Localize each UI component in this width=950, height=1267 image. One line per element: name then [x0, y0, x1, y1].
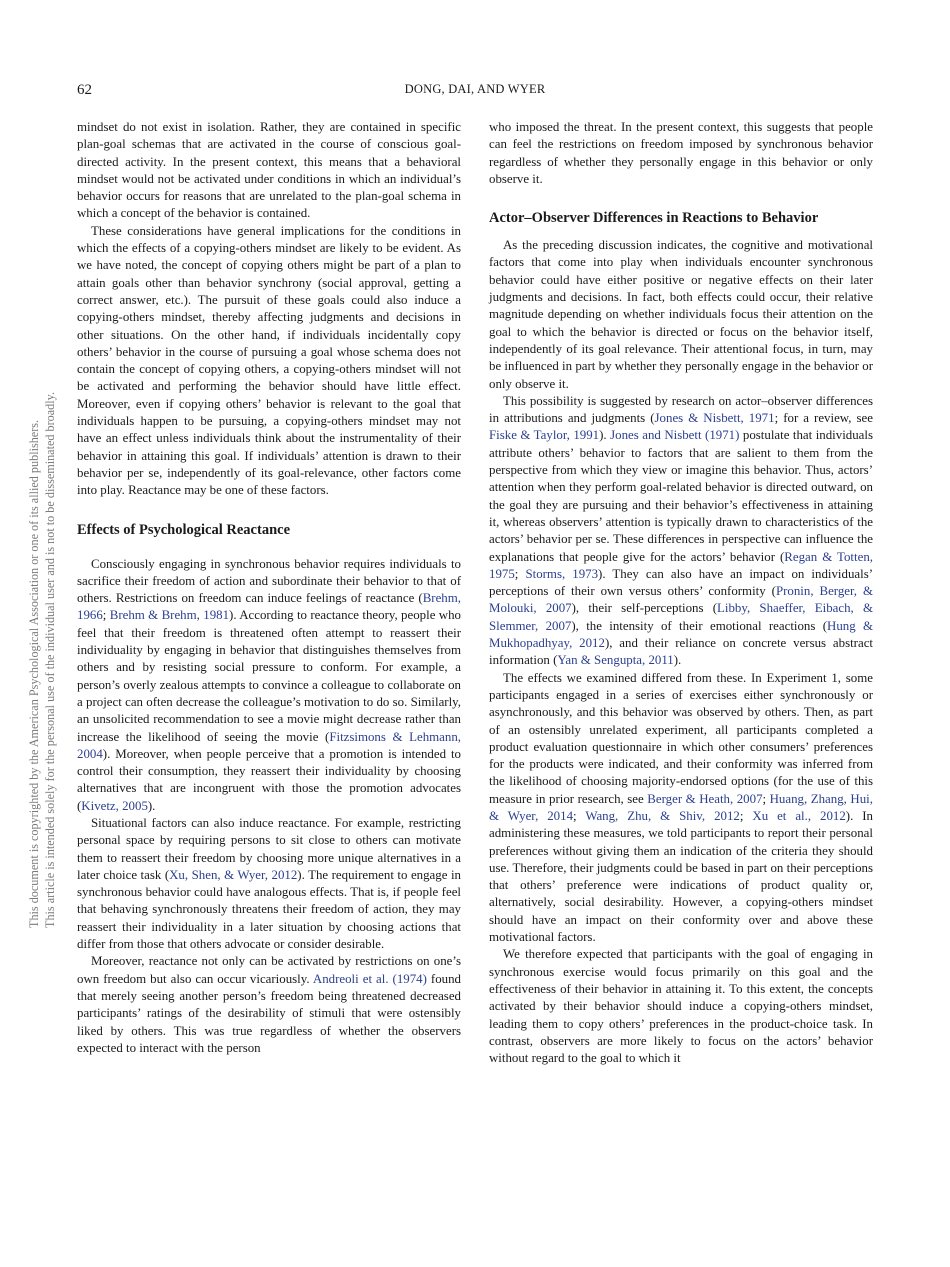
paragraph: These considerations have general implications for the conditions in which the effects of a copying-others mindset are likely to be evident. As we have noted, the concept of copying others might be part of a plan to attain goals other than behavior synchrony (social approval, getting a correct answer, etc.). The pursuit of these goals could also induce a copying-others mindset, thereby affecting judgments and decisions in other situations. On the other hand, if individuals incidentally copy others’ behavior in the course of pursuing a goal whose schema does not contain the concept of copying others, a copying-others mindset will not be activated and performing the behavior should have little effect. Moreover, even if copying others’ behavior is relevant to the goal that individuals happen to be pursuing, a copying-others mindset may not have an effect unless individuals think about the instrumentality of their behavior in attaining this goal. If individuals’ attention is drawn to their behavior per se, independently of its goal-relevance, other factors come into play. Reactance may be one of these factors. — [77, 223, 461, 498]
paragraph: As the preceding discussion indicates, the cognitive and motivational factors that come into play when individuals encounter synchronous behavior could have either positive or negative effects on their later judgments and decisions. In fact, both effects could occur, their relative magnitude depending on whether individuals focus their attention on the goal to which the behavior is directed or focus on the behavior itself, independently of its goal relevance. Their attentional focus, in turn, may be influenced in part by whether they personally engage in the behavior or only observe it. — [489, 238, 873, 391]
citation-link[interactable]: Wang, Zhu, & Shiv, 2012 — [585, 808, 740, 823]
citation-link[interactable]: Andreoli et al. (1974) — [312, 971, 427, 986]
left-column — [77, 119, 461, 1057]
citation-link[interactable]: Brehm, 1966 — [77, 591, 461, 623]
citation-link[interactable]: Libby, Shaeffer, Eibach, & Slemmer, 2007 — [489, 601, 873, 633]
paragraph: This possibility is suggested by research on actor–observer differences in attributions and judgments (Jones & Nisbett, 1971; for a review, see Fiske & Taylor, 1991). Jones and Nisbett (1971) postulate that individuals attribute others’ behavior to factors that are salient to them from the perspective from which they view or imagine this behavior. Thus, actors’ attention when they perform goal-related behavior is directed outward, on the goal they are pursuing and their behavior’s effectiveness in attaining it, whereas observers’ attention is typically drawn to characteristics of the actors’ behavior per se. These differences in perspective can influence the explanations that people give for the actors’ behavior (Regan & Totten, 1975; Storms, 1973). They can also have an impact on individuals’ perceptions of their own versus others’ conformity (Pronin, Berger, & Molouki, 2007), their self-perceptions (Libby, Shaeffer, Eibach, & Slemmer, 2007), the intensity of their emotional reactions (Hung & Mukhopadhyay, 2012), and their reliance on concrete versus abstract information (Yan & Sengupta, 2011). — [489, 393, 874, 668]
right-column — [489, 119, 873, 1067]
citation-link[interactable]: Fiske & Taylor, 1991 — [489, 428, 600, 443]
paragraph: mindset do not exist in isolation. Rather, they are contained in specific plan-goal schemas that are activated in the course of conscious goal-directed activity. In the present context, this means that a behavioral mindset would not be activated under conditions in which an individual’s behavior occurs for reasons that are unrelated to the plan-goal schema in which a concept of the behavior is contained. — [77, 120, 461, 221]
paragraph: Moreover, reactance not only can be activated by restrictions on one’s own freedom but also can occur vicariously. Andreoli et al. (1974) found that merely seeing another person’s freedom being threatened decreased participants’ ratings of the desirability of stimuli that were ostensibly liked by others. This was true regardless of whether the observers expected to interact with the person — [77, 954, 461, 1055]
copyright-watermark — [26, 128, 57, 928]
citation-link[interactable]: Yan & Sengupta, 2011 — [557, 653, 674, 668]
paragraph: Situational factors can also induce reactance. For example, restricting personal space by requiring persons to sit close to others can motivate them to reassert their freedom by choosing more unique alternatives in a later choice task (Xu, Shen, & Wyer, 2012). The requirement to engage in synchronous behavior could have analogous effects. That is, if people feel that behaving synchronously threatens their freedom of action, they may reassert their individuality in a later situation by choosing actions that differ from those that others advocate or consider desirable. — [77, 815, 461, 952]
paragraph: The effects we examined differed from these. In Experiment 1, some participants engaged in a series of exercises either synchronously or asynchronously, and this behavior was observed by others. Then, as part of an ostensibly unrelated experiment, all participants completed a product evaluation questionnaire in which other consumers’ preferences for the products were indicated, and their conformity was inferred from the likelihood of choosing majority-endorsed options (for the use of this measure in prior research, see Berger & Heath, 2007; Huang, Zhang, Hui, & Wyer, 2014; Wang, Zhu, & Shiv, 2012; Xu et al., 2012). In administering these measures, we told participants to report their personal preferences without giving them an indication of the criteria they should use. Therefore, their judgments could be based in part on their perceptions that others’ preference were indications of product quality or, alternatively, social desirability. However, a copying-others mindset should have an impact on their conformity over and above these motivational factors. — [489, 670, 873, 945]
citation-link[interactable]: Jones & Nisbett, 1971 — [654, 411, 775, 426]
page-number: 62 — [77, 82, 92, 98]
section-heading: Effects of Psychological Reactance — [77, 521, 291, 538]
citation-link[interactable]: Hung & Mukhopadhyay, 2012 — [489, 618, 874, 651]
citation-link[interactable]: Xu et al., 2012 — [752, 808, 846, 823]
running-head: DONG, DAI, AND WYER — [404, 82, 546, 96]
citation-link[interactable]: Jones and Nisbett (1971) — [610, 428, 740, 443]
citation-link[interactable]: Kivetz, 2005 — [81, 798, 148, 813]
citation-link[interactable]: Pronin, Berger, & Molouki, 2007 — [489, 584, 873, 616]
paragraph: We therefore expected that participants with the goal of engaging in synchronous exercise would focus primarily on this goal and the effectiveness of their behavior in attaining it. To this extent, the concepts activated by their behavior should induce a copying-others mindset, leading them to copy others’ preferences in the product-choice task. In contrast, observers are more likely to focus on the actors’ behavior without regard to the goal to which it — [489, 947, 873, 1066]
citation-link[interactable]: Regan & Totten, 1975 — [489, 549, 873, 581]
citation-link[interactable]: Fitzsimons & Lehmann, 2004 — [77, 729, 462, 761]
watermark-line-2: This article is intended solely for the personal use of the individual user and is not to be disseminated broadly. — [43, 391, 57, 928]
citation-link[interactable]: Huang, Zhang, Hui, & Wyer, 2014 — [489, 791, 873, 823]
paragraph: who imposed the threat. In the present context, this suggests that people can feel the restrictions on freedom imposed by synchronous behavior regardless of whether they personally engage in this behavior or only observe it. — [489, 120, 873, 186]
section-heading: Actor–Observer Differences in Reactions to Behavior — [489, 210, 819, 227]
citation-link[interactable]: Storms, 1973 — [525, 566, 599, 581]
paragraph: Consciously engaging in synchronous behavior requires individuals to sacrifice their freedom of action and subordinate their behavior to that of others. Restrictions on freedom can induce feelings of reactance (Brehm, 1966; Brehm & Brehm, 1981). According to reactance theory, people who feel that their freedom is threatened often attempt to reassert their individuality by engaging in behavior that distinguishes themselves from others and by resisting social pressure to conform. For example, a person’s overly zealous attempts to convince a colleague to collaborate on a project can often decrease the colleague’s motivation to do so. Similarly, an unsolicited recommendation to see a movie might decrease rather than increase the likelihood of seeing the movie (Fitzsimons & Lehmann, 2004). Moreover, when people perceive that a promotion is intended to control their consumption, they reassert their individuality by choosing alternatives that are incongruent with those the promotion advocates (Kivetz, 2005). — [77, 556, 462, 813]
citation-link[interactable]: Brehm & Brehm, 1981 — [109, 608, 230, 623]
watermark-line-1: This document is copyrighted by the American Psychological Association or one of its allied publishers. — [27, 419, 41, 928]
citation-link[interactable]: Berger & Heath, 2007 — [647, 791, 763, 806]
citation-link[interactable]: Xu, Shen, & Wyer, 2012 — [169, 867, 298, 882]
